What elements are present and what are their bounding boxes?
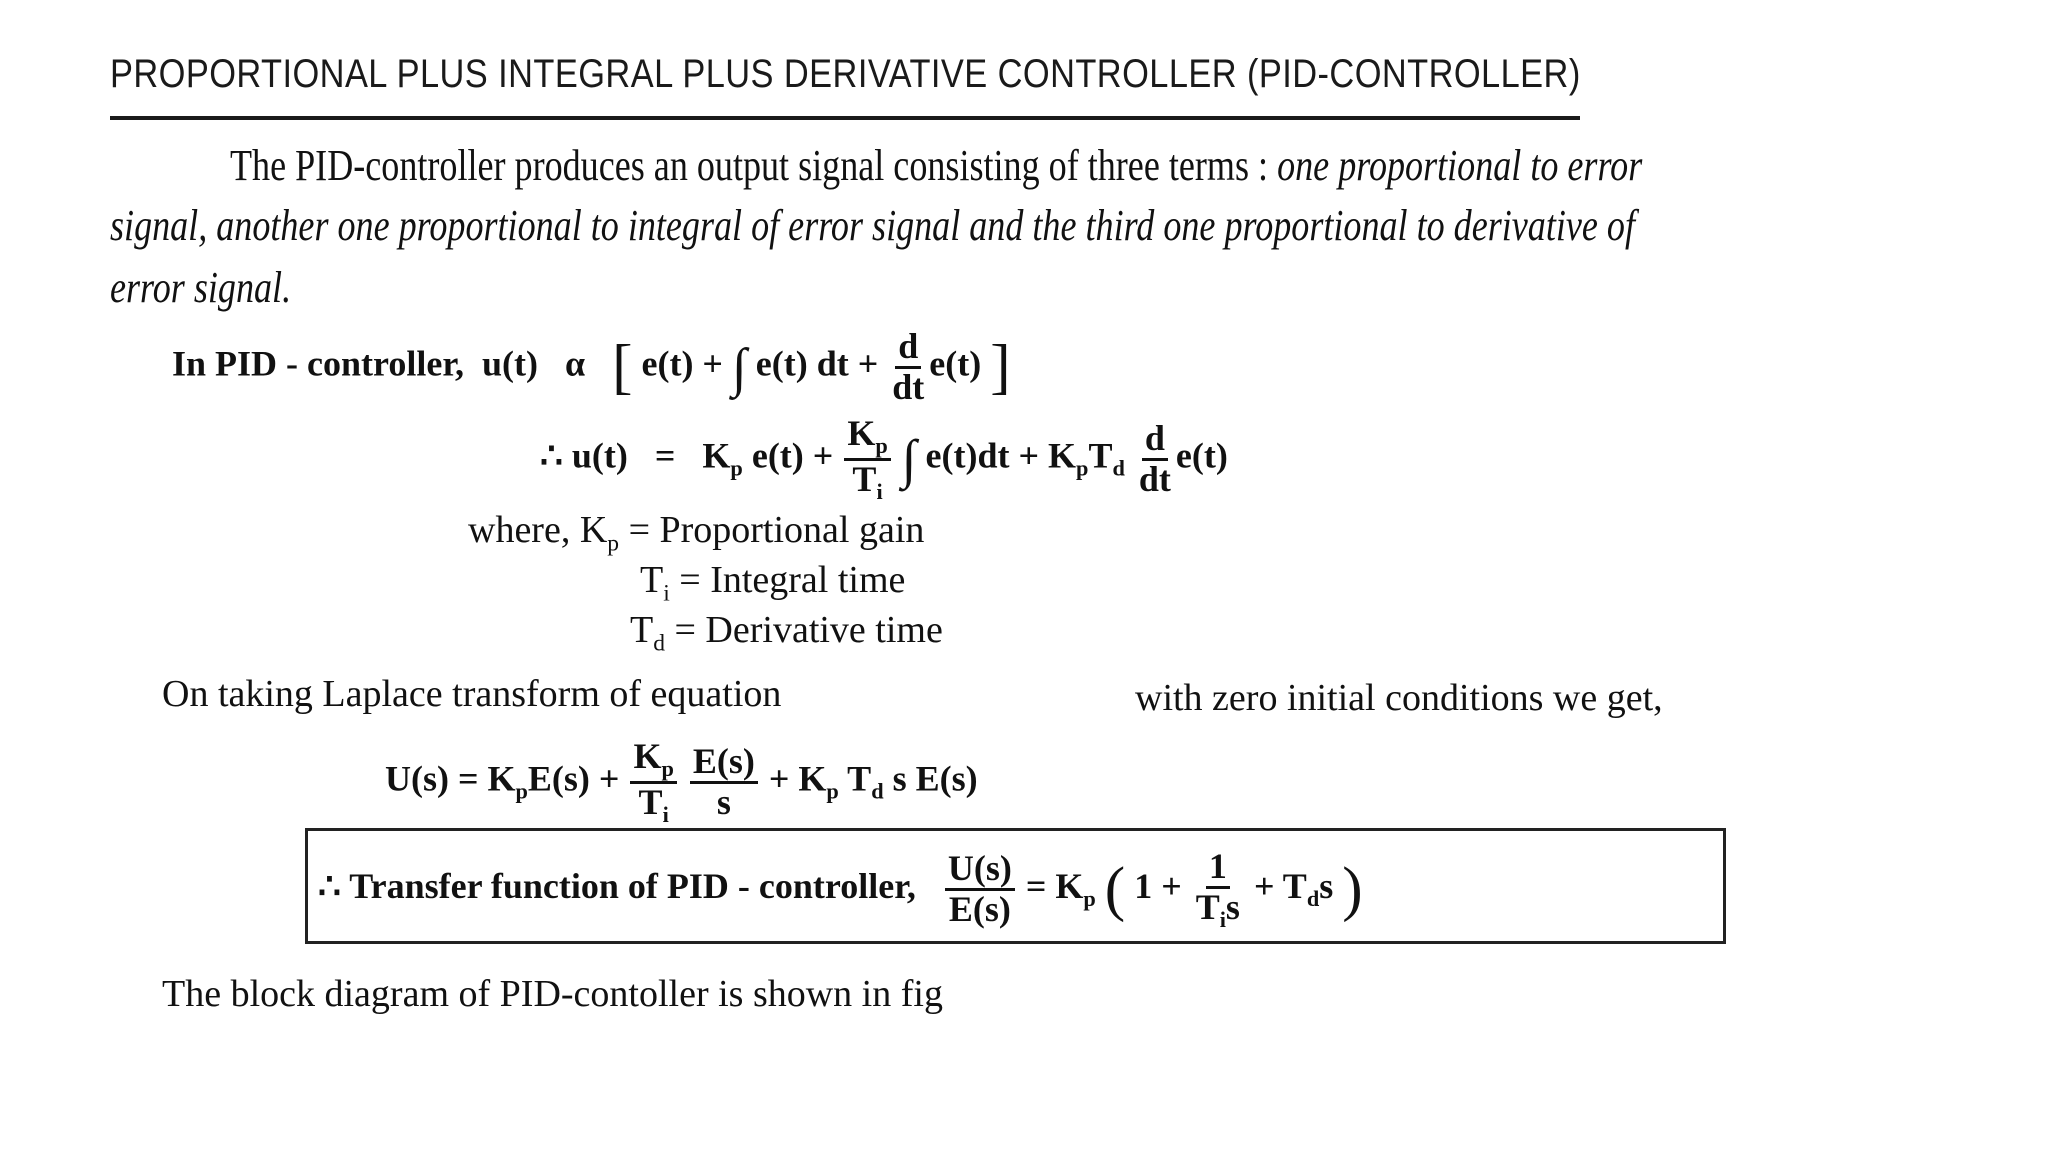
equation-proportionality: [172, 328, 1011, 407]
eq3-gain-fraction: $\frac{K_p}{T_i}$: [630, 738, 676, 826]
laplace-text-2: with zero initial conditions we get,: [1135, 677, 1663, 719]
eq2-frac-num: $K_p$: [844, 415, 890, 461]
eq1-frac-num: d: [895, 328, 921, 369]
transfer-function-equation: ∴ Transfer function of PID - controller, $\frac{U(s)}{E(s)}$ = $K_p$ ( 1 + $\frac{1}{T_is}$ + $T_ds$ ): [318, 846, 1363, 932]
eq1-term3: e(t): [929, 343, 982, 384]
eq2-term2: e(t)dt + K: [925, 435, 1077, 476]
eq1-frac-den: dt: [892, 366, 925, 407]
eq2-derivative-fraction: [1136, 417, 1174, 499]
intro-line-3: error signal.: [110, 263, 292, 312]
eq2-k-sub: p: [730, 455, 743, 481]
section-heading: PROPORTIONAL PLUS INTEGRAL PLUS DERIVATIVE CONTROLLER (PID-CONTROLLER): [110, 52, 1581, 96]
eq1-derivative-fraction: [889, 328, 927, 407]
intro-italic-1: one proportional to error: [1277, 141, 1643, 190]
eq3-lhs: U(s) = K: [385, 758, 516, 799]
eq1-prop-symbol: α: [565, 343, 586, 384]
eq1-term1: e(t) +: [641, 343, 723, 384]
equation-pid-output: [540, 415, 1228, 503]
eq2-frac-den: $T_i$: [852, 458, 883, 504]
left-bracket: [: [612, 332, 633, 401]
eq2-k: K: [702, 435, 731, 476]
eq3-lhs-rest: E(s) +: [527, 758, 620, 799]
eq1-label: In PID - controller,: [172, 343, 464, 384]
eq2-eqsign: =: [654, 435, 676, 476]
eq2-dfrac-num: d: [1142, 420, 1168, 461]
where-kp-line: where, $K_p$ = Proportional gain: [468, 509, 925, 557]
tf-inner-fraction: $\frac{1}{T_is}$: [1195, 846, 1240, 932]
right-paren: ): [1342, 855, 1363, 924]
eq2-term3-sub: d: [1112, 455, 1125, 481]
eq1-term2: e(t) dt +: [755, 343, 879, 384]
integral-sign: ∫: [731, 337, 747, 398]
tf-label: ∴ Transfer function of PID - controller,: [318, 865, 916, 906]
intro-line-2: signal, another one proportional to integral of error signal and the third one proportional to derivative of: [110, 201, 1636, 250]
tf-main-fraction: $\frac{U(s)}{E(s)}$: [945, 850, 1015, 929]
where-td-line: $T_d$ = Derivative time: [630, 609, 943, 657]
closing-text: The block diagram of PID-contoller is shown in fig: [162, 973, 943, 1015]
eq2-lhs: ∴ u(t): [540, 435, 628, 476]
eq2-term1: e(t) +: [751, 435, 834, 476]
heading-underline: [110, 116, 1580, 120]
intro-line-1: [230, 140, 1642, 191]
intro-normal: The PID-controller produces an output signal consisting of three terms :: [230, 141, 1278, 190]
equation-laplace: $U(s) = K_pE(s)$ + $\frac{K_p}{T_i}$ $\frac{E(s)}{s}$ + $K_p$ $T_d$ s E(s): [385, 736, 978, 827]
eq2-term2-sub: p: [1076, 455, 1089, 481]
eq2-term3: T: [1088, 435, 1113, 476]
left-paren: (: [1104, 855, 1126, 924]
eq2-dfrac-den: dt: [1138, 458, 1171, 499]
laplace-text-1: On taking Laplace transform of equation: [162, 673, 782, 715]
eq2-gain-fraction: [844, 415, 890, 503]
integral-sign: ∫: [901, 429, 917, 490]
where-ti-line: $T_i$ = Integral time: [640, 559, 906, 607]
eq1-lhs: u(t): [482, 343, 538, 384]
right-bracket: ]: [990, 332, 1011, 401]
eq2-term4: e(t): [1175, 435, 1228, 476]
eq3-error-fraction: $\frac{E(s)}{s}$: [690, 743, 758, 822]
